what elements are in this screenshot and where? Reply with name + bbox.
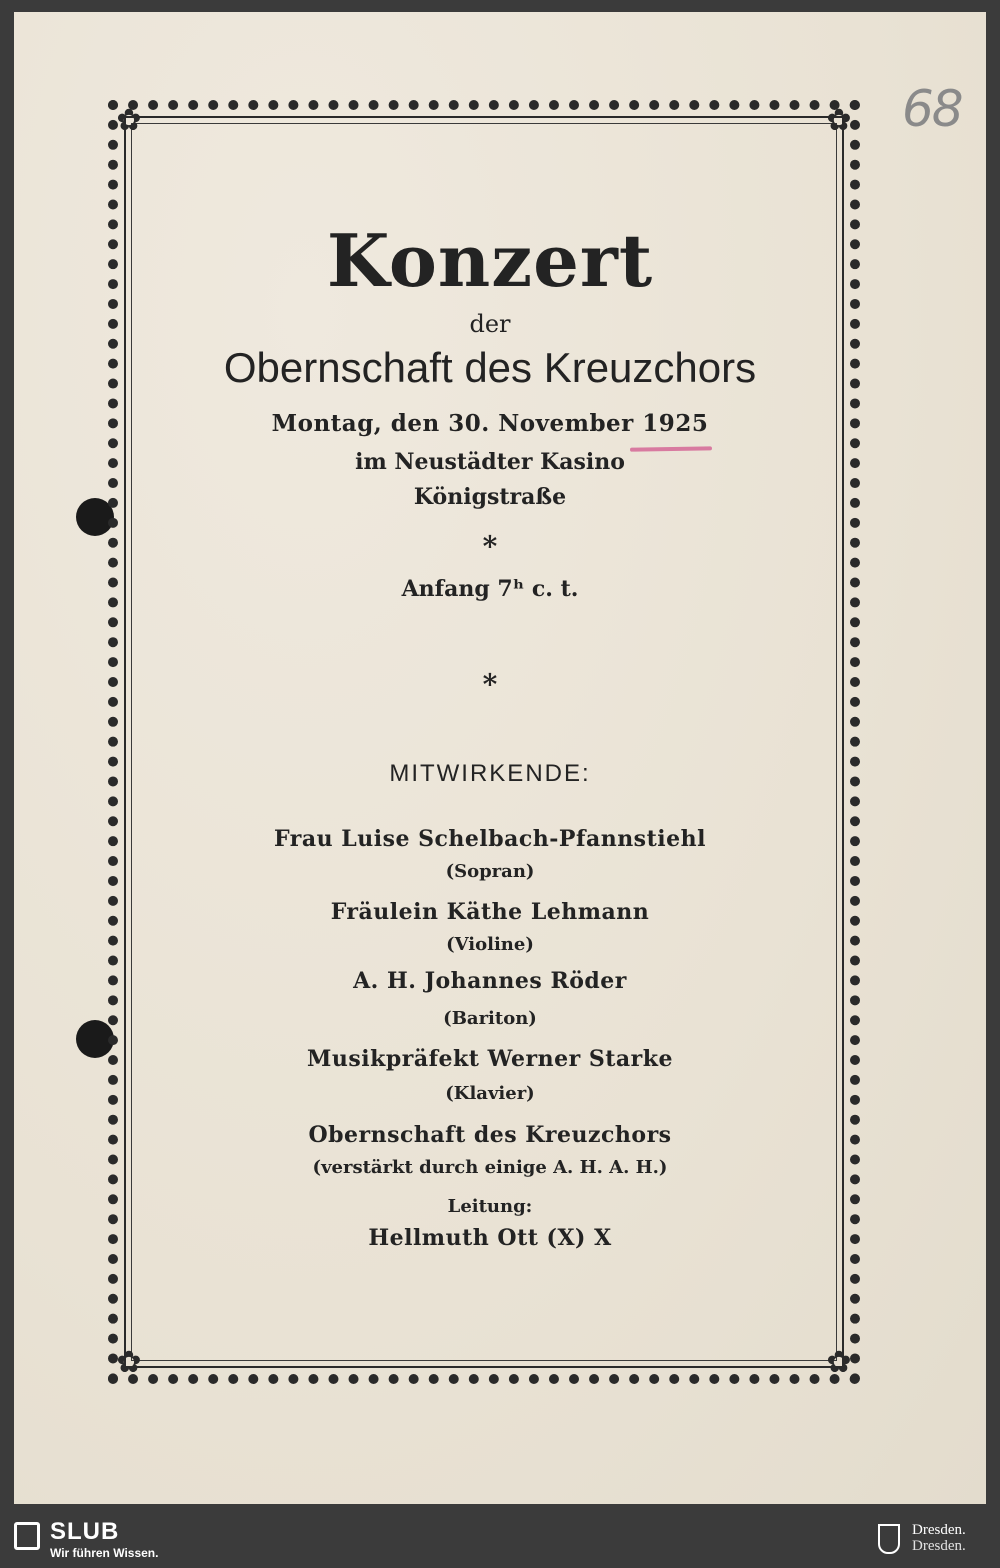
viewer-footer bbox=[0, 1516, 1000, 1568]
organizer-name: Obernschaft des Kreuzchors bbox=[223, 344, 757, 391]
performer-role: (Sopran) bbox=[445, 861, 535, 882]
concert-street: Königstraße bbox=[413, 484, 567, 510]
concert-date: Montag, den 30. November 1925 bbox=[271, 410, 709, 437]
performer-name: Frau Luise Schelbach-Pfannstiehl bbox=[274, 826, 706, 852]
performer-role: (Bariton) bbox=[443, 1008, 537, 1029]
performer-name: Fräulein Käthe Lehmann bbox=[330, 899, 650, 925]
corner-ornament-icon: ✿ bbox=[826, 1345, 852, 1380]
conductor-label: Leitung: bbox=[447, 1196, 533, 1217]
city-logo-text: Dresden. Dresden. bbox=[912, 1522, 966, 1554]
performers-heading: MITWIRKENDE: bbox=[389, 760, 591, 787]
corner-ornament-icon: ✿ bbox=[116, 1345, 142, 1380]
library-name: SLUB bbox=[50, 1518, 120, 1545]
performer-name: A. H. Johannes Röder bbox=[353, 968, 627, 994]
performer-role: (Violine) bbox=[446, 934, 534, 955]
start-time: Anfang 7ʰ c. t. bbox=[401, 576, 579, 602]
concert-title: Konzert bbox=[326, 218, 654, 303]
performer-role: (verstärkt durch einige A. H. A. H.) bbox=[312, 1157, 668, 1178]
dresden-crest-icon bbox=[878, 1524, 900, 1554]
performer-name: Musikpräfekt Werner Starke bbox=[307, 1046, 673, 1072]
separator-asterisk: * bbox=[482, 530, 498, 563]
conductor-name: Hellmuth Ott (X) X bbox=[368, 1225, 612, 1251]
title-connector: der bbox=[469, 310, 511, 338]
corner-ornament-icon: ✿ bbox=[826, 103, 852, 138]
performer-role: (Klavier) bbox=[445, 1083, 535, 1104]
corner-ornament-icon: ✿ bbox=[116, 103, 142, 138]
slub-logo-icon bbox=[14, 1522, 40, 1550]
pencil-page-number: 68 bbox=[902, 80, 962, 138]
concert-venue: im Neustädter Kasino bbox=[355, 449, 625, 475]
library-tagline: Wir führen Wissen. bbox=[50, 1546, 159, 1560]
separator-asterisk: * bbox=[482, 668, 498, 701]
performer-name: Obernschaft des Kreuzchors bbox=[308, 1122, 672, 1148]
